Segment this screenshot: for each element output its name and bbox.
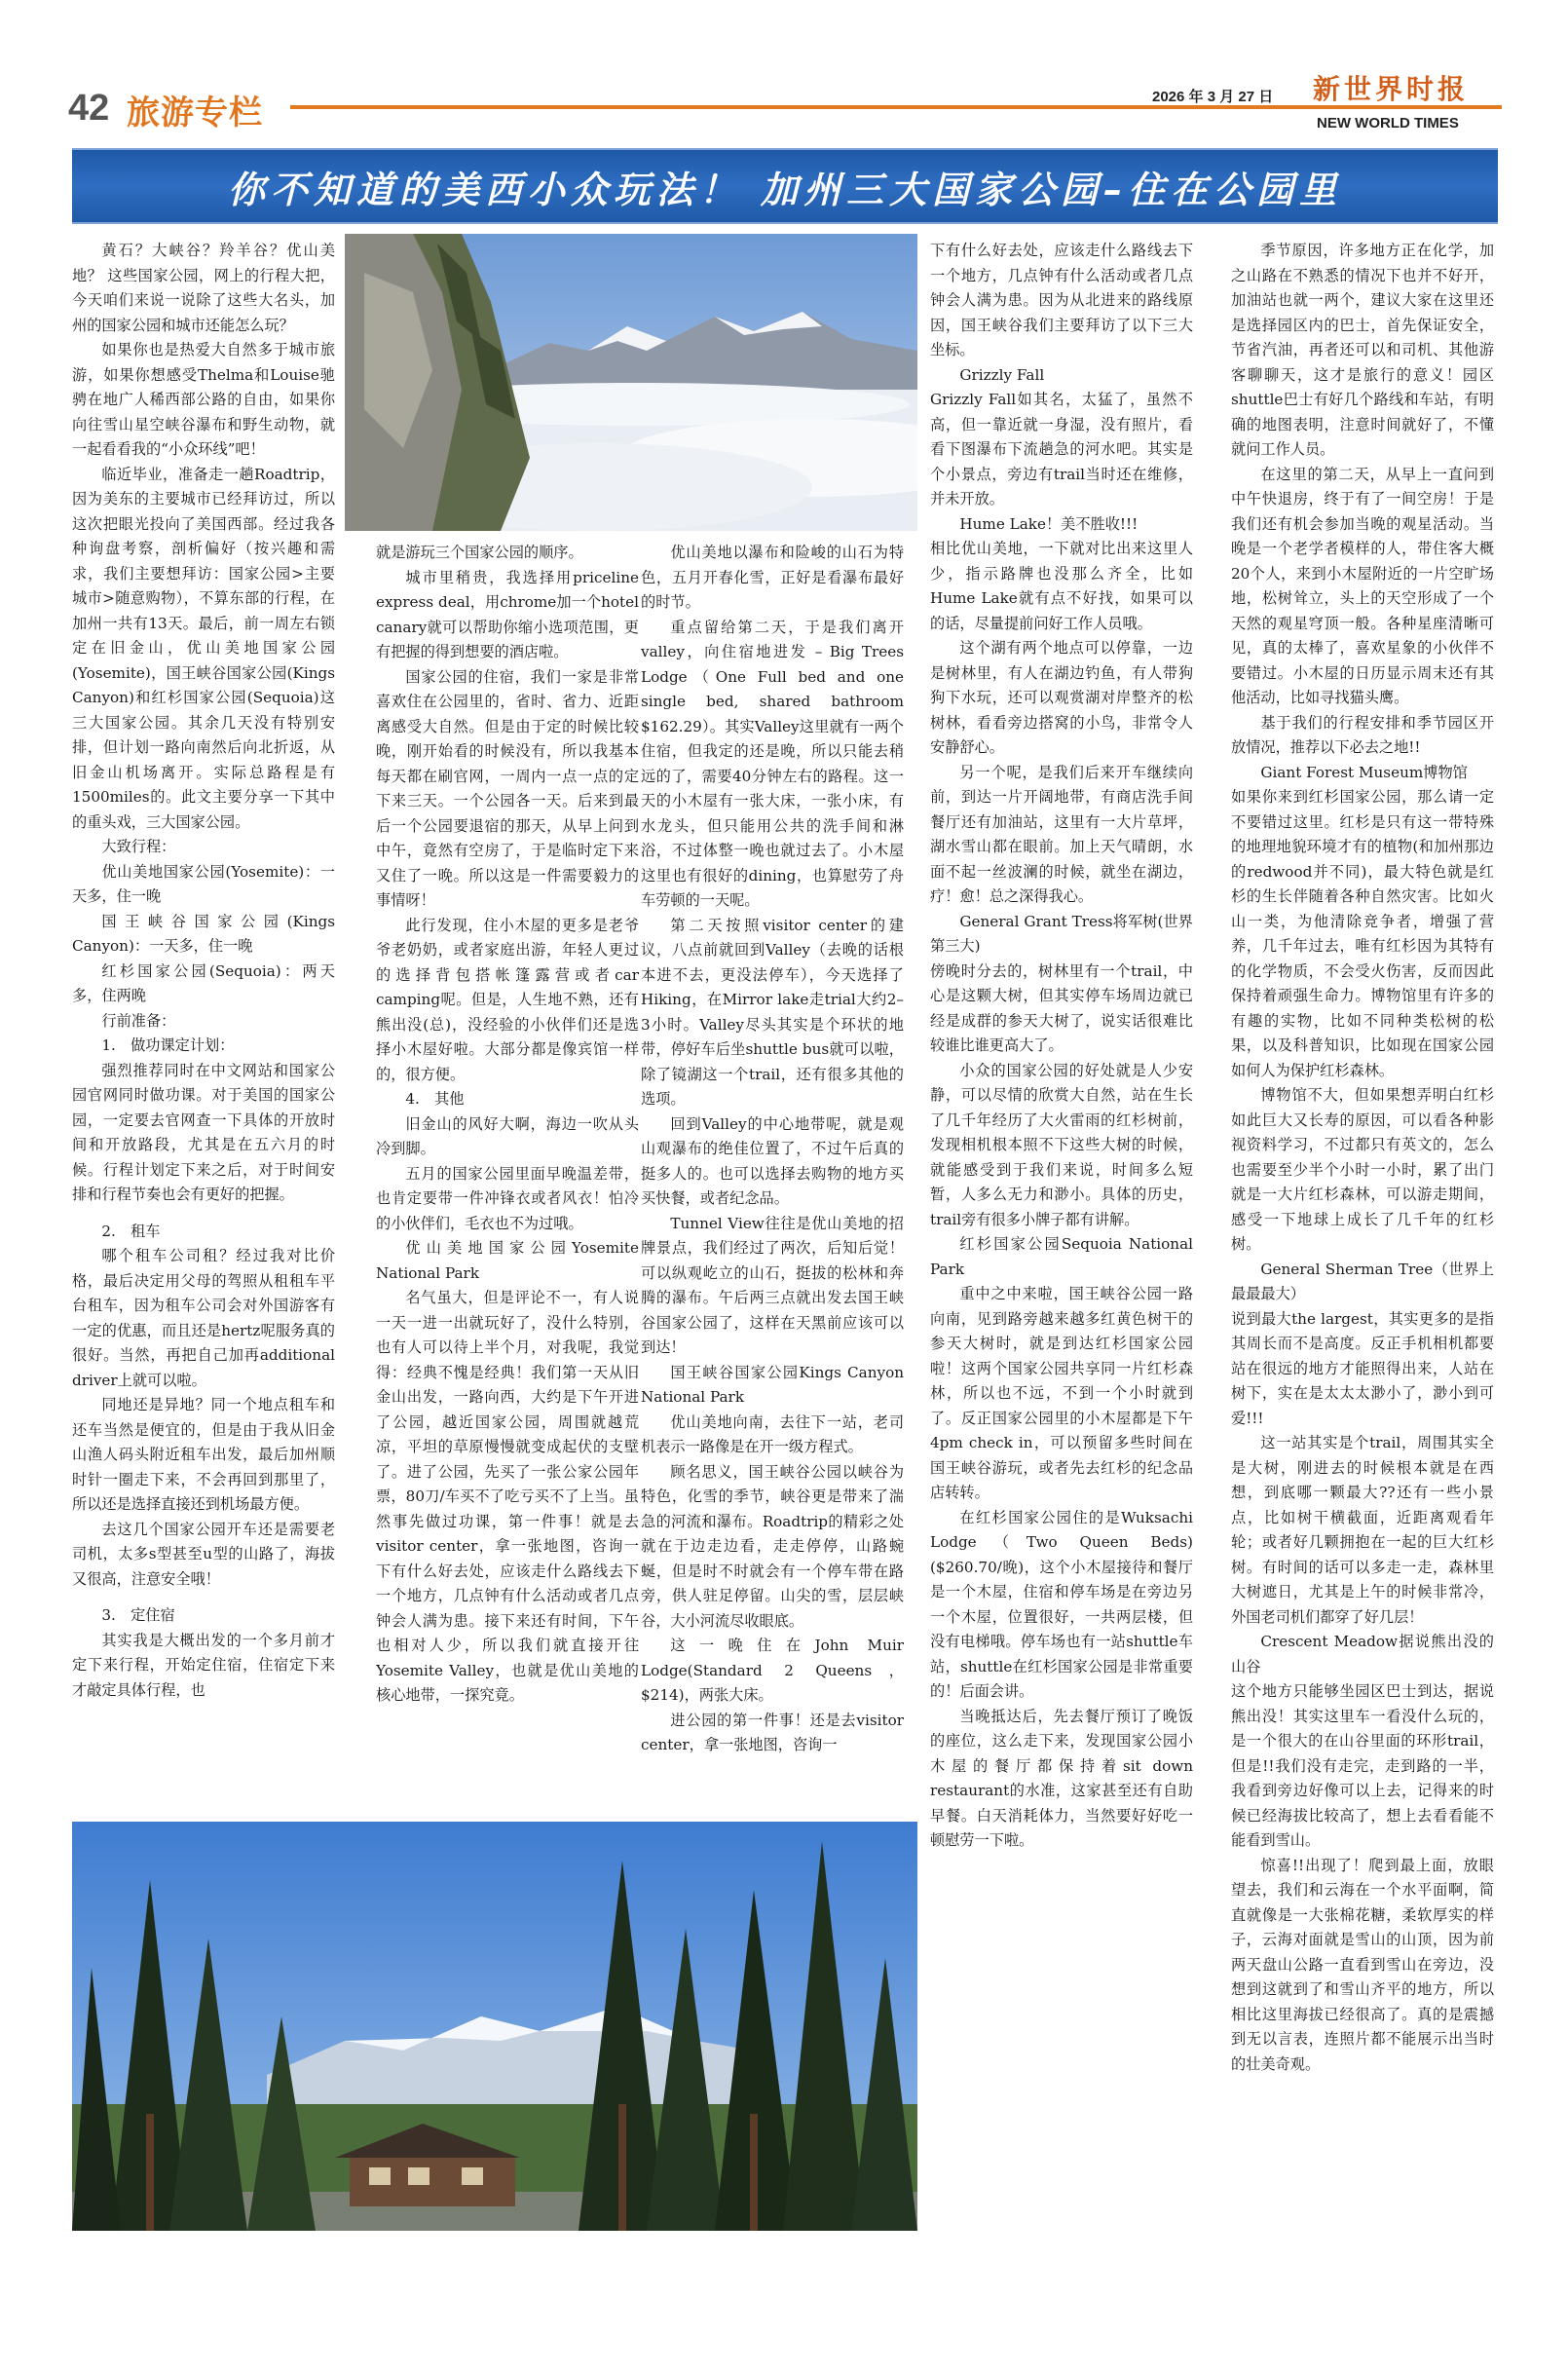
paragraph: 重点留给第二天，于是我们离开valley，向住宿地进发 – Big Trees Lodge（One Full bed and one single bed, shared bathroom $162.29）。其实Valley这里就有一两个住宿，但我定的还是晚，所以只能去稍远的了，需要40分钟左右的路程。这一天的小木屋有一张大床，一张小床，有水龙头，但只能用公共的洗手间和淋浴，不过体整一晚也就过去了。小木屋这里也有很好的dining，也算慰劳了舟车劳顿的一天呢。 (641, 618, 904, 909)
subheading: Crescent Meadow据说熊出没的山谷 (1231, 1633, 1494, 1675)
paragraph: 博物馆不大，但如果想弄明白红杉如此巨大又长寿的原因，可以看各种影视资料学习，不过都只有英文的，怎么也需要至少半个小时一小时，累了出门就是一大片红杉森林，可以游走期间，感受一下地球上成长了几千年的红杉树。 (1231, 1086, 1494, 1253)
subheading: Grizzly Fall (959, 365, 1045, 384)
subheading: 国王峡谷国家公园Kings Canyon National Park (641, 1363, 904, 1406)
subheading: General Grant Tress将军树(世界第三大) (930, 912, 1193, 955)
headline-banner (72, 148, 1498, 224)
paragraph: 黄石？大峡谷？羚羊谷？优山美地？ 这些国家公园，网上的行程大把，今天咱们来说一说除了这些大名头，加州的国家公园和城市还能怎么玩？ (72, 242, 335, 334)
paragraph: 名气虽大，但是评论不一，有人说一天一进一出就玩好了，没什么特别，也有人可以待上半个月，对我呢，我觉得：经典不愧是经典！我们第一天从旧金山出发，一路向西，大约是下午开进了公园，越近国家公园，周围就越荒凉，平坦的草原慢慢就变成起伏的支壁了。进了公园，先买了一张公家公园年票，80刀/车买不了吃亏买不了上当。虽然事先做过功课，第一件事！就是去visitor center，拿一张地图，咨询一下有什么好去处，应该走什么路线去下一个地方，几点钟有什么活动或者几点钟会人满为患。接下来还有时间，下午也相对人少，所以我们就直接开往Yosemite Valley，也就是优山美地的核心地带，一探究竟。 (376, 1289, 639, 1704)
paragraph: 这一站其实是个trail，周围其实全是大树，刚进去的时候根本就是在西想，到底哪一颗最大??还有一些小景点，比如树干横截面，近距离观看年轮；或者好几颗拥抱在一起的巨大红杉树。有时间的话可以多走一走，森林里大树遮日，尤其是上午的时候非常冷，外国老司机们都穿了好几层！ (1231, 1434, 1494, 1626)
paragraph: 惊喜!!出现了！爬到最上面，放眼望去，我们和云海在一个水平面啊，简直就像是一大张棉花糖，柔软厚实的样子，云海对面就是雪山的山顶，因为前两天盘山公路一直看到雪山在旁边，没想到这就到了和雪山齐平的地方，所以相比这里海拔已经很高了。真的是震撼到无以言表，连照片都不能展示出当时的壮美奇观。 (1231, 1856, 1494, 2073)
paragraph: 大致行程： (101, 838, 176, 855)
subheading: 红杉国家公园Sequoia National Park (930, 1235, 1193, 1278)
subheading: 2. 租车 (101, 1222, 161, 1240)
paragraph: 就是游玩三个国家公园的顺序。 (376, 544, 583, 561)
article-column-2 (376, 541, 639, 1812)
paragraph: 在红杉国家公园住的是Wuksachi Lodge（Two Queen Beds)($260.70/晚)，这个小木屋接待和餐厅是一个木屋，住宿和停车场是在旁边另一个木屋，位置很好，一共两层楼，但没有电梯哦。停车场也有一站shuttle车站，shuttle在红杉国家公园是非常重要的！后面会讲。 (930, 1508, 1193, 1700)
paragraph: 五月的国家公园里面早晚温差带，也肯定要带一件冲锋衣或者风衣！怕冷的小伙伴们，毛衣也不为过哦。 (376, 1164, 639, 1232)
paragraph: 进公园的第一件事！还是去visitor center，拿一张地图，咨询一 (641, 1711, 904, 1753)
subheading: 优山美地国家公园Yosemite National Park (376, 1239, 639, 1282)
paragraph: 如果你来到红杉国家公园，那么请一定不要错过这里。红杉是只有这一带特殊的地理地貌环境才有的植物(和加州那边的redwood并不同)，最大特色就是红杉的生长伴随着各种自然灾害。比如火山一类，为他清除竞争者，增强了营养，几千年过去，唯有红杉因为其特有的化学物质，不会受火伤害，反而因此保持着顽强生命力。博物馆里有许多的有趣的实物，比如不同种类松树的松果，以及科普知识，比如现在国家公园如何人为保护红杉森林。 (1231, 788, 1494, 1079)
paragraph: 此行发现，住小木屋的更多是老爷爷老奶奶，或者家庭出游，年轻人更过的选择背包搭帐篷露营或者car camping呢。但是，人生地不熟，还有熊出没(总)，没经验的小伙伴们还是选择小木屋好啦。大部分都是像宾馆一样的，很方便。 (376, 916, 639, 1083)
subheading: 1. 做功课定计划： (101, 1036, 235, 1054)
paragraph: 优山美地国家公园(Yosemite)：一天多，住一晚 (72, 862, 335, 905)
paragraph: 基于我们的行程安排和季节园区开放情况，推荐以下必去之地!! (1231, 713, 1494, 756)
subheading: Hume Lake！美不胜收!!! (959, 514, 1139, 533)
paragraph: 优山美地向南，去往下一站，老司机表示一路像是在开一级方程式。 (641, 1412, 904, 1455)
paragraph: 这个地方只能够坐园区巴士到达，据说熊出没！其实这里车一看没什么玩的，是一个很大的在山谷里面的环形trail，但是!!我们没有走完，走到路的一半，我看到旁边好像可以上去，记得来的时候已经海拔比较高了，想上去看看能不能看到雪山。 (1231, 1682, 1494, 1849)
subheading: 4. 其他 (405, 1090, 465, 1108)
paragraph: 说到最大the largest，其实更多的是指其周长而不是高度。反正手机相机都要站在很远的地方才能照得出来，人站在树下，实在是太太太渺小了，渺小到可爱!!! (1231, 1309, 1494, 1427)
paragraph: 国王峡谷国家公园(Kings Canyon)：一天多，住一晚 (72, 912, 335, 955)
forest-lodge-photo (72, 1822, 917, 2231)
paragraph: 旧金山的风好大啊，海边一吹从头冷到脚。 (376, 1114, 639, 1157)
paragraph: 其实我是大概出发的一个多月前才定下来行程，开始定住宿，住宿定下来才敲定具体行程，也 (72, 1631, 335, 1699)
paragraph: Tunnel View往往是优山美地的招牌景点，我们经过了两次，后知后觉！可以纵观屹立的山石，挺拔的松林和奔腾的瀑布。午后两三点就出发去国王峡谷国家公园了，这样在天黑前应该可以到达！ (641, 1214, 904, 1356)
issue-date: 2026 年 3 月 27 日 (1152, 89, 1274, 105)
paragraph: 国家公园的住宿，我们一家是非常喜欢住在公园里的，省时、省力、近距离感受大自然。但是由于定的时候比较晚，刚开始看的时候没有，所以我基本每天都在刷官网，一周内一点一点的定下来三天。一个公园各一天。后来到最后一个公园要退宿的那天，从早上问到中午，竟然有空房了，于是临时定下来又住了一晚。所以这是一件需要毅力的事情呀！ (376, 667, 639, 909)
paragraph: 去这几个国家公园开车还是需要老司机，太多s型甚至u型的山路了，海拔又很高，注意安全哦！ (72, 1520, 335, 1588)
subheading: Giant Forest Museum博物馆 (1260, 763, 1468, 781)
paragraph: 强烈推荐同时在中文网站和国家公园官网同时做功课。对于美国的国家公园，一定要去官网查一下具体的开放时间和开放路段，尤其是在五六月的时候。行程计划定下来之后，对于时间安排和行程节奏也会有更好的把握。 (72, 1061, 335, 1203)
article-column-1 (72, 239, 335, 1812)
paragraph: 同地还是异地？同一个地点租车和还车当然是便宜的，但是由于我从旧金山渔人码头附近租车出发，最后加州顺时针一圈走下来，不会再回到那里了，所以还是选择直接还到机场最方便。 (72, 1396, 335, 1513)
cloud-sea-mountain-photo (345, 234, 917, 531)
paragraph: 在这里的第二天，从早上一直问到中午快退房，终于有了一间空房！于是我们还有机会参加当晚的观星活动。当晚是一个老学者模样的人，带住客大概20个人，来到小木屋附近的一片空旷场地，松树耸立，头上的天空形成了一个天然的观星穹顶一般。各种星座清晰可见，真的太棒了，喜欢星象的小伙伴不要错过。小木屋的日历显示周末还有其他活动，比如寻找猫头鹰。 (1231, 465, 1494, 706)
paragraph: 顾名思义，国王峡谷公园以峡谷为特色，化雪的季节，峡谷更是带来了湍急的河流和瀑布。Roadtrip的精彩之处就在于边走边看，走走停停，山路蜿蜒，但是时不时就会有一个停车带在路旁，供人驻足停留。山尖的雪，层层峡谷，大小河流尽收眼底。 (641, 1462, 904, 1630)
paragraph: 行前准备： (101, 1011, 176, 1030)
paragraph: 下有什么好去处，应该走什么路线去下一个地方，几点钟有什么活动或者几点钟会人满为患。因为从北进来的路线原因，国王峡谷我们主要拜访了以下三大坐标。 (930, 242, 1193, 358)
subheading: 3. 定住宿 (101, 1606, 175, 1624)
article-column-4 (930, 239, 1193, 2226)
masthead-chinese: 新世界时报 (1313, 73, 1470, 105)
paragraph: 小众的国家公园的好处就是人少安静，可以尽情的欣赏大自然，站在生长了几千年经历了大火雷雨的红杉树前，发现相机根本照不下这些大树的时候，就能感受到于我们来说，时间多么短暂，人多么无力和渺小。具体的历史，trail旁有很多小牌子都有讲解。 (930, 1061, 1193, 1228)
paragraph: 城市里稍贵，我选择用priceline express deal，用chrome加一个hotel canary就可以帮助你缩小选项范围，更有把握的得到想要的酒店啦。 (376, 568, 639, 660)
paragraph: 季节原因，许多地方正在化学，加之山路在不熟悉的情况下也并不好开，加油站也就一两个，建议大家在这里还是选择园区内的巴士，首先保证安全，节省汽油，再者还可以和司机、其他游客聊聊天，这才是旅行的意义！园区shuttle巴士有好几个路线和车站，有明确的地图表明，注意时间就好了，不懂就问工作人员。 (1231, 242, 1494, 458)
masthead-english: NEW WORLD TIMES (1317, 115, 1459, 132)
paragraph: Grizzly Fall如其名，太猛了，虽然不高，但一靠近就一身湿，没有照片，看看下图瀑布下流趟急的河水吧。其实是个小景点，旁边有trail当时还在维修，并未开放。 (930, 391, 1193, 508)
paragraph: 如果你也是热爱大自然多于城市旅游，如果你想感受Thelma和Louise驰骋在地广人稀西部公路的自由，如果你向往雪山星空峡谷瀑布和野生动物，就一起看看我的“小众环线”吧！ (72, 341, 335, 458)
article-column-5 (1231, 239, 1494, 2226)
article-title: 你不知道的美西小众玩法！ 加州三大国家公园–住在公园里 (227, 168, 1343, 211)
page-number: 42 (68, 88, 110, 129)
paragraph: 优山美地以瀑布和险峻的山石为特色，五月开春化雪，正好是看瀑布最好的时节。 (641, 544, 904, 611)
paragraph: 这一晚住在John Muir Lodge(Standard 2 Queens，$214)，两张大床。 (641, 1637, 904, 1704)
subheading: General Sherman Tree（世界上最最最大） (1231, 1260, 1494, 1302)
article-column-3 (641, 541, 904, 1812)
paragraph: 这个湖有两个地点可以停靠，一边是树林里，有人在湖边钓鱼，有人带狗狗下水玩，还可以观赏湖对岸整齐的松树林，看看旁边搭窝的小鸟，非常令人安静舒心。 (930, 639, 1193, 756)
paragraph: 第二天按照visitor center的建议，八点前就回到Valley（去晚的话根本进不去，更没法停车），今天选择了Hiking，在Mirror lake走trial大约2–3小时。Valley尽头其实是个环状的地带，停好车后坐shuttle bus就可以啦，除了镜湖这一个trail，还有很多其他的选项。 (641, 916, 904, 1108)
paragraph: 另一个呢，是我们后来开车继续向前，到达一片开阔地带，有商店洗手间餐厅还有加油站，这里有一大片草坪，湖水雪山都在眼前。加上天气晴朗，水面不起一丝波澜的时候，就坐在湖边，疗！愈！总之深得我心。 (930, 763, 1193, 905)
paragraph: 回到Valley的中心地带呢，就是观山观瀑布的绝佳位置了，不过午后真的挺多人的。也可以选择去购物的地方买买快餐，或者纪念品。 (641, 1114, 904, 1207)
paragraph: 重中之中来啦，国王峡谷公园一路向南，见到路旁越来越多红黄色树干的参天大树时，就是到达红杉国家公园啦！这两个国家公园共享同一片红杉森林，所以也不远，不到一个小时就到了。反正国家公园里的小木屋都是下午4pm check in，可以预留多些时间在国王峡谷游玩，或者先去红杉的纪念品店转转。 (930, 1285, 1193, 1501)
paragraph: 傍晚时分去的，树林里有一个trail，中心是这颗大树，但其实停车场周边就已经是成群的参天大树了，说实话很难比较谁比谁更高大了。 (930, 961, 1193, 1054)
paragraph: 当晚抵达后，先去餐厅预订了晚饭的座位，这么走下来，发现国家公园小木屋的餐厅都保持着sit down restaurant的水准，这家甚至还有自助早餐。白天消耗体力，当然要好好吃一顿慰劳一下啦。 (930, 1707, 1193, 1849)
paragraph: 哪个租车公司租？经过我对比价格，最后决定用父母的驾照从租租车平台租车，因为租车公司会对外国游客有一定的优惠，而且还是hertz呢服务真的很好。当然，再把自己加再additional driver上就可以啦。 (72, 1247, 335, 1389)
paragraph: 相比优山美地，一下就对比出来这里人少，指示路牌也没那么齐全，比如Hume Lake就有点不好找，如果可以的话，尽量提前问好工作人员哦。 (930, 540, 1193, 632)
paragraph: 红杉国家公园(Sequoia)：两天多，住两晚 (72, 961, 335, 1004)
paragraph: 临近毕业，准备走一趟Roadtrip，因为美东的主要城市已经拜访过，所以这次把眼光投向了美国西部。经过我各种询盘考察，剖析偏好（按兴趣和需求，我们主要想拜访：国家公园>主要城市>随意购物），不算东部的行程，在加州一共有13天。最后，前一周左右锁定在旧金山，优山美地国家公园(Yosemite)，国王峡谷国家公园(Kings Canyon)和红杉国家公园(Sequoia)这三大国家公园。其余几天没有特别安排，但计划一路向南然后向北折返，从旧金山机场离开。实际总路程是有1500miles的。此文主要分享一下其中的重头戏，三大国家公园。 (72, 465, 335, 831)
section-title: 旅游专栏 (127, 94, 263, 132)
